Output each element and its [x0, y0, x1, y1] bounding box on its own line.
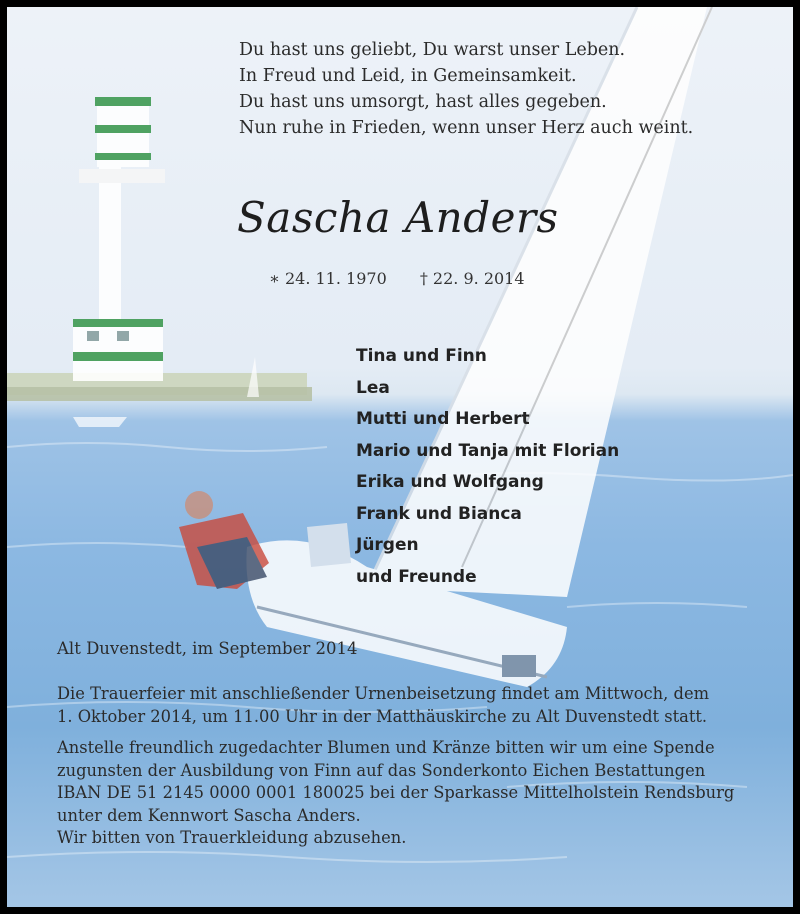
verse-line: Du hast uns geliebt, Du warst unser Leben. [239, 40, 626, 60]
mourner-entry: Lea [356, 377, 390, 398]
mourner-entry: Tina und Finn [356, 346, 487, 366]
birth-date: ∗ 24. 11. 1970 [269, 269, 387, 288]
sailor-icon [179, 491, 269, 589]
donation-line: zugunsten der Ausbildung von Finn auf das Sonderkonto Eichen Bestattungen [57, 760, 706, 780]
mourner-entry: Erika und Wolfgang [356, 472, 544, 492]
mourner-entry: Jürgen [356, 535, 419, 555]
donation-line: Wir bitten von Trauerkleidung abzusehen. [57, 828, 407, 847]
place-date: Alt Duvenstedt, im September 2014 [57, 639, 358, 658]
funeral-line: Die Trauerfeier mit anschließender Urnenbeisetzung findet am Mittwoch, dem [57, 684, 710, 703]
verse-line: Nun ruhe in Frieden, wenn unser Herz auch weint. [239, 118, 694, 138]
life-dates [269, 269, 553, 288]
donation-line: unter dem Kennwort Sascha Anders. [57, 805, 361, 825]
memorial-verse [239, 37, 693, 141]
deceased-name: Sascha Anders [237, 193, 559, 242]
verse-line: In Freud und Leid, in Gemeinsamkeit. [239, 66, 577, 86]
lighthouse-icon [73, 97, 165, 381]
mourners-list [356, 341, 619, 593]
mourner-entry: und Freunde [356, 566, 477, 587]
mourner-entry: Mutti und Herbert [356, 409, 530, 429]
funeral-line: 1. Oktober 2014, um 11.00 Uhr in der Matthäuskirche zu Alt Duvenstedt statt. [57, 706, 708, 726]
funeral-info [57, 683, 709, 728]
donation-line: Anstelle freundlich zugedachter Blumen und Kränze bitten wir um eine Spende [57, 738, 715, 757]
donation-line: IBAN DE 51 2145 0000 0001 180025 bei der Sparkasse Mittelholstein Rendsburg [57, 783, 735, 802]
obituary-card [7, 7, 793, 907]
verse-line: Du hast uns umsorgt, hast alles gegeben. [239, 92, 607, 112]
pier [7, 387, 312, 401]
death-date: † 22. 9. 2014 [419, 269, 525, 288]
donation-info [57, 737, 734, 850]
mourner-entry: Mario und Tanja mit Florian [356, 440, 620, 461]
mourner-entry: Frank und Bianca [356, 503, 522, 524]
